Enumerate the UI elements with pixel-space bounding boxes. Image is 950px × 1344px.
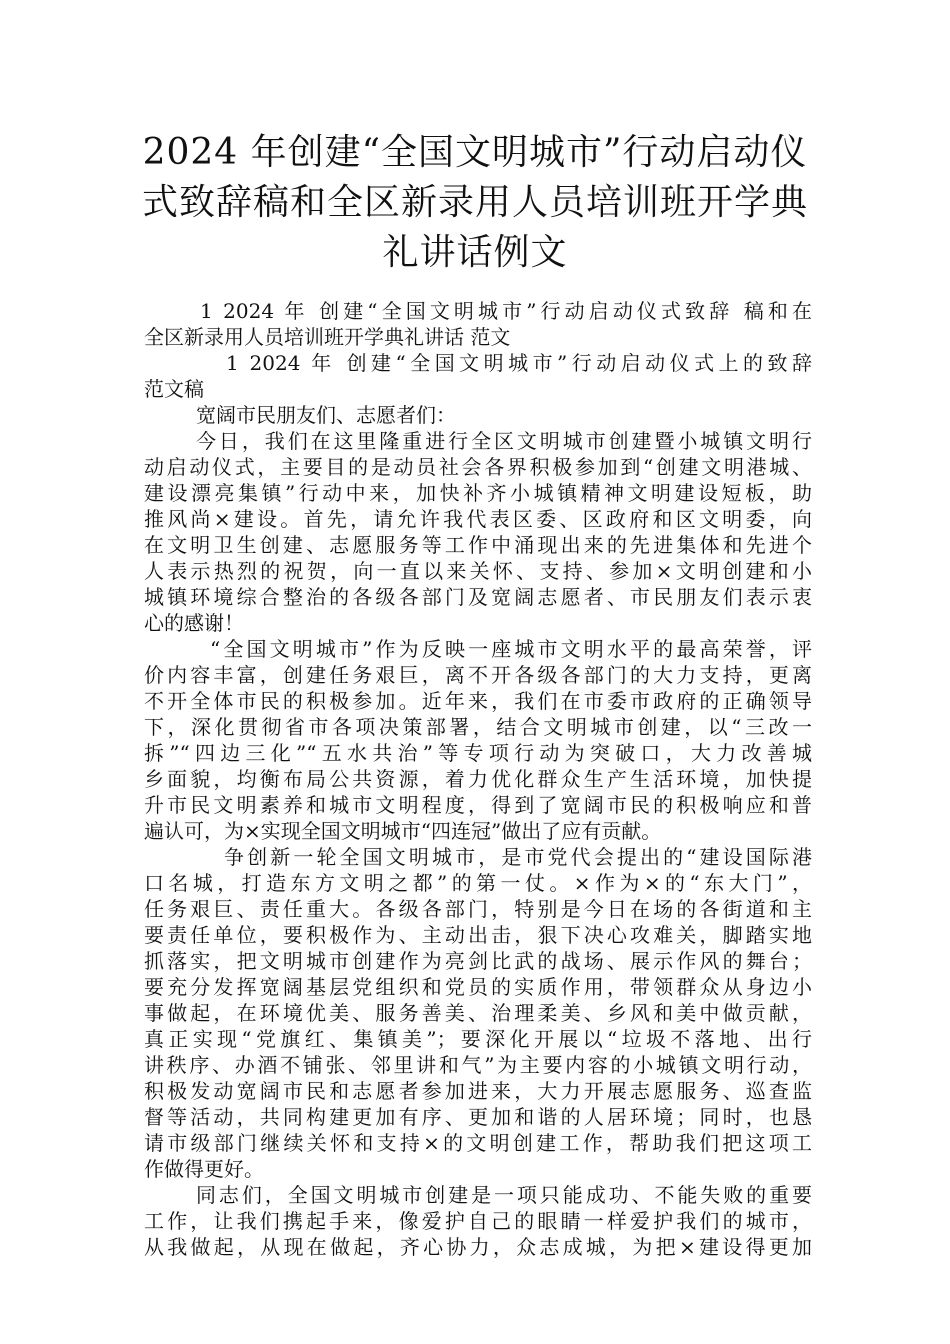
paragraph-line: 建设漂亮集镇”行动中来，加快补齐小城镇精神文明建设短板，助 [144,481,812,505]
paragraph-line: 抓落实，把文明城市创建作为亮剑比武的战场、展示作风的舞台； [144,949,812,973]
paragraph-line: 要责任单位，要积极作为、主动出击，狠下决心攻难关，脚踏实地 [144,923,812,947]
paragraph-line: 下，深化贯彻省市各项决策部署，结合文明城市创建，以“三改一 [144,715,812,739]
salutation: 宽阔市民朋友们、志愿者们： [196,403,456,427]
paragraph-line: “全国文明城市”作为反映一座城市文明水平的最高荣誉，评 [210,637,812,661]
section-heading-line: 范文稿 [144,377,204,401]
paragraph-line: 拆”“四边三化”“五水共治”等专项行动为突破口，大力改善城 [144,741,812,765]
paragraph-line: 争创新一轮全国文明城市，是市党代会提出的“建设国际港 [224,845,812,869]
paragraph-line: 乡面貌，均衡布局公共资源，着力优化群众生产生活环境，加快提 [144,767,812,791]
paragraph-line: 人表示热烈的祝贺，向一直以来关怀、支持、参加×文明创建和小 [144,559,812,583]
document-body [144,298,812,1260]
paragraph-line: 积极发动宽阔市民和志愿者参加进来，大力开展志愿服务、巡查监 [144,1079,812,1103]
paragraph-line: 不开全体市民的积极参加。近年来，我们在市委市政府的正确领导 [144,689,812,713]
subtitle-line: 全区新录用人员培训班开学典礼讲话 范文 [144,325,511,349]
paragraph-line: 今日，我们在这里隆重进行全区文明城市创建暨小城镇文明行 [196,429,812,453]
paragraph-line: 推风尚×建设。首先，请允许我代表区委、区政府和区文明委，向 [144,507,812,531]
paragraph-line: 真正实现“党旗红、集镇美”；要深化开展以“垃圾不落地、出行 [144,1027,812,1051]
paragraph-line: 动启动仪式，主要目的是动员社会各界积极参加到“创建文明港城、 [144,455,812,479]
paragraph-line: 遍认可，为×实现全国文明城市“四连冠”做出了应有贡献。 [144,819,662,843]
paragraph-line: 同志们，全国文明城市创建是一项只能成功、不能失败的重要 [196,1183,812,1207]
paragraph-line: 任务艰巨、责任重大。各级各部门，特别是今日在场的各街道和主 [144,897,812,921]
paragraph-line: 要充分发挥宽阔基层党组织和党员的实质作用，带领群众从身边小 [144,975,812,999]
paragraph-line: 从我做起，从现在做起，齐心协力，众志成城，为把×建设得更加 [144,1235,812,1259]
subtitle-line: 1 2024 年 创建“全国文明城市”行动启动仪式致辞 稿和在 [200,299,812,323]
paragraph-line: 工作，让我们携起手来，像爱护自己的眼睛一样爱护我们的城市， [144,1209,812,1233]
paragraph-line: 在文明卫生创建、志愿服务等工作中涌现出来的先进集体和先进个 [144,533,812,557]
paragraph-line: 督等活动，共同构建更加有序、更加和谐的人居环境；同时，也恳 [144,1105,812,1129]
title-line: 礼讲话例文 [382,232,568,273]
paragraph-line: 升市民文明素养和城市文明程度，得到了宽阔市民的积极响应和普 [144,793,812,817]
paragraph-line: 心的感谢！ [144,611,244,635]
document-title [120,128,830,278]
title-line: 式致辞稿和全区新录用人员培训班开学典 [141,182,808,223]
paragraph-line: 请市级部门继续关怀和支持×的文明创建工作，帮助我们把这项工 [144,1131,812,1155]
paragraph-line: 价内容丰富，创建任务艰巨，离不开各级各部门的大力支持，更离 [144,663,812,687]
paragraph-line: 讲秩序、办酒不铺张、邻里讲和气”为主要内容的小城镇文明行动， [144,1053,812,1077]
paragraph-line: 口名城，打造东方文明之都”的第一仗。×作为×的“东大门”， [144,871,812,895]
title-line: 2024 年创建“全国文明城市”行动启动仪 [142,132,808,173]
paragraph-line: 事做起，在环境优美、服务善美、治理柔美、乡风和美中做贡献， [144,1001,812,1025]
section-heading-line: 1 2024 年 创建“全国文明城市”行动启动仪式上的致辞 [226,351,812,375]
paragraph-line: 城镇环境综合整治的各级各部门及宽阔志愿者、市民朋友们表示衷 [144,585,812,609]
paragraph-line: 作做得更好。 [144,1157,264,1181]
